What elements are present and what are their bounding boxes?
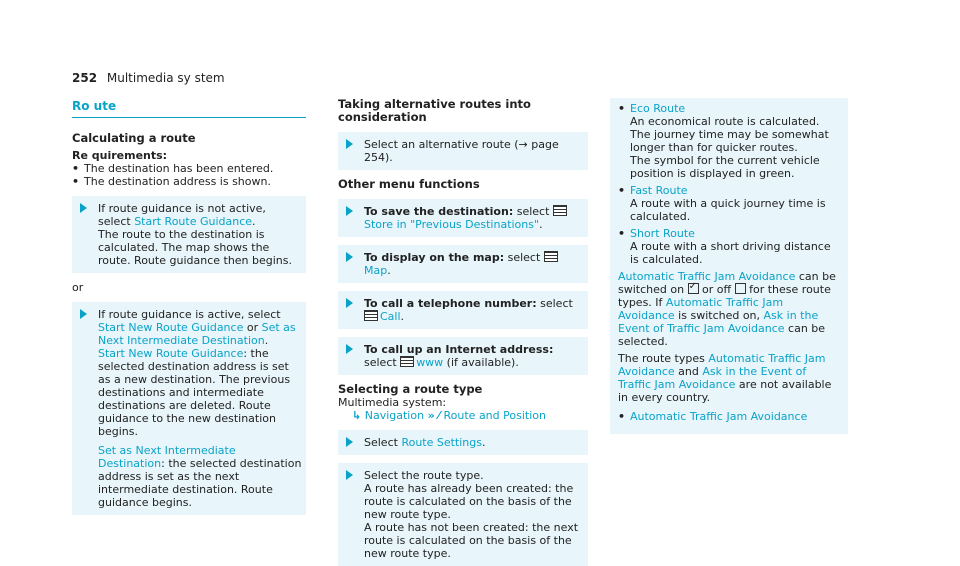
menu-icon <box>553 205 567 216</box>
section-title: Ro ute <box>72 98 306 118</box>
menu-icon <box>364 310 378 321</box>
column-route <box>72 98 306 523</box>
start-new-route-guidance-link[interactable]: Start New Route Guidance <box>98 347 244 360</box>
map-link[interactable]: Map <box>364 264 388 277</box>
step-arrow-icon <box>80 309 87 319</box>
paragraph: Automatic Traffic Jam Avoidance can be switched on ✓ or off for these route types. If Automatic Traffic Jam Avoidance is switched on, Ask in the Event of Traffic Jam Avoidance can be selected. <box>618 270 840 348</box>
start-route-guidance-link[interactable]: Start Route Guidance <box>134 215 253 228</box>
list-item: • Fast Route A route with a quick journey time is calculated. <box>618 184 840 223</box>
step-box: If route guidance is not active, select Start Route Guidance. The route to the destination is calculated. The map shows the route. Route guidance then begins. <box>72 196 306 273</box>
step-arrow-icon <box>346 470 353 480</box>
call-link[interactable]: Call <box>380 310 401 323</box>
www-link[interactable]: www <box>416 356 444 369</box>
requirement-item: • The destination has been entered. <box>72 162 306 175</box>
set-next-intermediate-link[interactable]: Set as Next Intermediate Destination <box>98 444 236 470</box>
step-arrow-icon <box>346 344 353 354</box>
start-new-route-guidance-link[interactable]: Start New Route Guidance <box>98 321 244 334</box>
route-position-link[interactable]: Route and Position <box>443 409 546 422</box>
column-route-types <box>610 98 848 434</box>
step-box: If route guidance is active, select Start New Route Guidance or Set as Next Intermediate Destination. Start New Route Guidance: the selected destination address is set as a new destination. The previous destinations and intermediate destinations are deleted. Route guidance to the new destination begins. Set as Next Intermediate Destination: the selected destination address is set as the next intermediate destination. Route guidance begins. <box>72 302 306 515</box>
eco-route-link[interactable]: Eco Route <box>630 102 686 115</box>
fast-route-link[interactable]: Fast Route <box>630 184 688 197</box>
heading-other-menu: Other menu functions <box>338 177 480 191</box>
heading-route-type: Selecting a route type <box>338 382 483 396</box>
step-box: Select an alternative route (→ page 254). <box>338 132 588 170</box>
heading-alternatives: Taking alternative routes into consideration <box>338 97 531 124</box>
double-chevron-icon: » <box>427 409 435 422</box>
step-box: To save the destination: select Store in "Previous Destinations". <box>338 199 588 237</box>
requirement-item: • The destination address is shown. <box>72 175 306 188</box>
short-route-link[interactable]: Short Route <box>630 227 695 240</box>
checkbox-checked-icon <box>688 283 699 294</box>
step-box: To display on the map: select Map. <box>338 245 588 283</box>
store-link[interactable]: Store in "Previous Destinations" <box>364 218 540 231</box>
step-arrow-icon <box>80 203 87 213</box>
route-settings-link[interactable]: Route Settings <box>401 436 482 449</box>
checkbox-unchecked-icon <box>735 283 746 294</box>
column-alternatives <box>338 98 588 566</box>
menu-icon <box>544 251 558 262</box>
step-arrow-icon <box>346 252 353 262</box>
system-label: Multimedia system: <box>338 396 447 409</box>
page-number: 252 <box>72 71 98 85</box>
nav-path <box>338 409 588 422</box>
step-box: Select Route Settings. <box>338 430 588 455</box>
step-box: Select the route type. A route has already been created: the route is calculated on the basis of the new route type. A route has not been created: the next route is calculated on the basis of the new route type. <box>338 463 588 566</box>
step-arrow-icon <box>346 437 353 447</box>
nav-arrow-icon: ↳ <box>352 409 362 422</box>
step-box: To call up an Internet address: select www (if available). <box>338 337 588 375</box>
navigation-link[interactable]: Navigation <box>364 409 425 422</box>
header-title: Multimedia sy stem <box>106 71 225 85</box>
requirements-label: Re quirements: <box>72 149 168 162</box>
set-next-intermediate-link[interactable]: Set as Next Intermediate Destination <box>98 321 296 347</box>
step-arrow-icon <box>346 298 353 308</box>
page-header <box>72 71 225 85</box>
menu-icon <box>400 356 414 367</box>
heading-calculating: Calculating a route <box>72 131 196 145</box>
step-arrow-icon <box>346 139 353 149</box>
list-item: • Short Route A route with a short driving distance is calculated. <box>618 227 840 266</box>
route-icon: ⁄ <box>438 409 441 422</box>
step-box: To call a telephone number: select Call. <box>338 291 588 329</box>
list-item: • Eco Route An economical route is calculated. The journey time may be somewhat longer than for quicker routes. The symbol for the current vehicle position is displayed in green. <box>618 102 840 180</box>
step-arrow-icon <box>346 206 353 216</box>
or-text: or <box>72 281 84 294</box>
list-item <box>618 410 840 423</box>
paragraph: The route types Automatic Traffic Jam Avoidance and Ask in the Event of Traffic Jam Avoidance are not available in every country. <box>618 352 832 404</box>
automatic-traffic-jam-link[interactable]: Automatic Traffic Jam Avoidance <box>630 410 808 423</box>
